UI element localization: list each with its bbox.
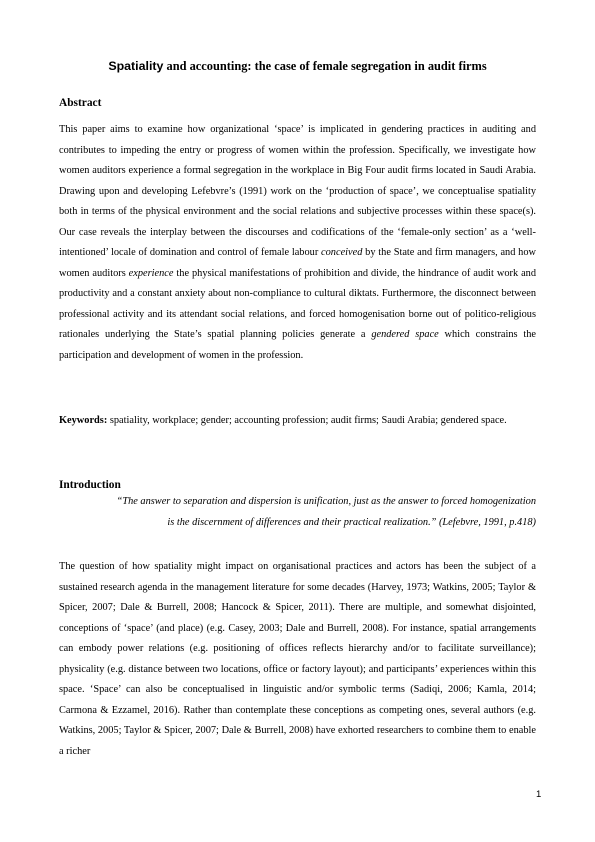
introduction-heading: Introduction	[59, 479, 121, 491]
introduction-paragraph: The question of how spatiality might impact on organisational practices and actors has been the subject of a sustained research agenda in the management literature for some decades (Harvey, 1973; Watkins, 2005; Taylor & Spicer, 2007; Dale & Burrell, 2008; Hancock & Spicer, 2011). There are multiple, and somewhat disjointed, conceptions of ‘space’ (and place) (e.g. Casey, 2003; Dale and Burrell, 2008). For instance, spatial arrangements can embody power relations (e.g. positioning of offices reflects hierarchy and/or to facilitate surveillance); physicality (e.g. distance between two locations, office or factory layout); and participants’ experiences within this space. ‘Space’ can also be conceptualised in linguistic and/or symbolic terms (Sadiqi, 2006; Kamla, 2014; Carmona & Ezzamel, 2016). Rather than contemplate these conceptions as competing ones, several authors (e.g. Watkins, 2005; Taylor & Spicer, 2007; Dale & Burrell, 2008) have exhorted researchers to combine them to enable a richer	[59, 561, 536, 757]
abstract-emphasis-gendered-space: gendered space	[371, 329, 439, 340]
page-number: 1	[536, 789, 542, 800]
title-rest: and accounting: the case of female segregation in audit firms	[163, 59, 487, 73]
abstract-text-4: which constrains the participation and development of women in the profession.	[59, 329, 536, 361]
epigraph-quote	[59, 492, 536, 533]
title-lead-word: Spatiality	[108, 59, 164, 73]
abstract-text-3: the physical manifestations of prohibition and divide, the hindrance of audit work and productivity and a constant anxiety about non-compliance to cultural diktats. Furthermore, the disconnect between professional activity and its attendant social relations, and forced homogenisation borne out of politico-religious rationales underlying the State’s spatial planning policies generate a	[59, 267, 537, 340]
abstract-text-2: by the State and firm managers, and how women auditors	[59, 247, 536, 279]
quote-line-1: “The answer to separation and dispersion is unification, just as the answer to forced homogenization	[116, 496, 536, 507]
keywords-text: spatiality, workplace; gender; accounting profession; audit firms; Saudi Arabia; gendered space.	[107, 415, 507, 426]
abstract-text-1: This paper aims to examine how organizational ‘space’ is implicated in gendering practices in auditing and contributes to impeding the entry or progress of women within the profession. Specifically, we investigate how women auditors experience a formal segregation in the workplace in Big Four audit firms located in Saudi Arabia. Drawing upon and developing Lefebvre’s (1991) work on the ‘production of space’, we conceptualise spatiality both in terms of the physical environment and the social relations and subjective processes within these space(s). Our case reveals the interplay between the discourses and codifications of the ‘female-only section’ as a ‘well-intentioned’ locale of domination and control of female labour	[59, 124, 536, 258]
abstract-emphasis-experience: experience	[128, 267, 174, 279]
abstract-emphasis-conceived: conceived	[321, 247, 363, 258]
abstract-paragraph	[59, 120, 536, 366]
paper-title	[60, 58, 535, 74]
abstract-heading: Abstract	[59, 97, 102, 109]
quote-line-2: is the discernment of differences and their practical realization.” (Lefebvre, 1991, p.418)	[167, 516, 536, 528]
keywords-paragraph	[59, 411, 536, 432]
keywords-label: Keywords:	[59, 415, 108, 426]
